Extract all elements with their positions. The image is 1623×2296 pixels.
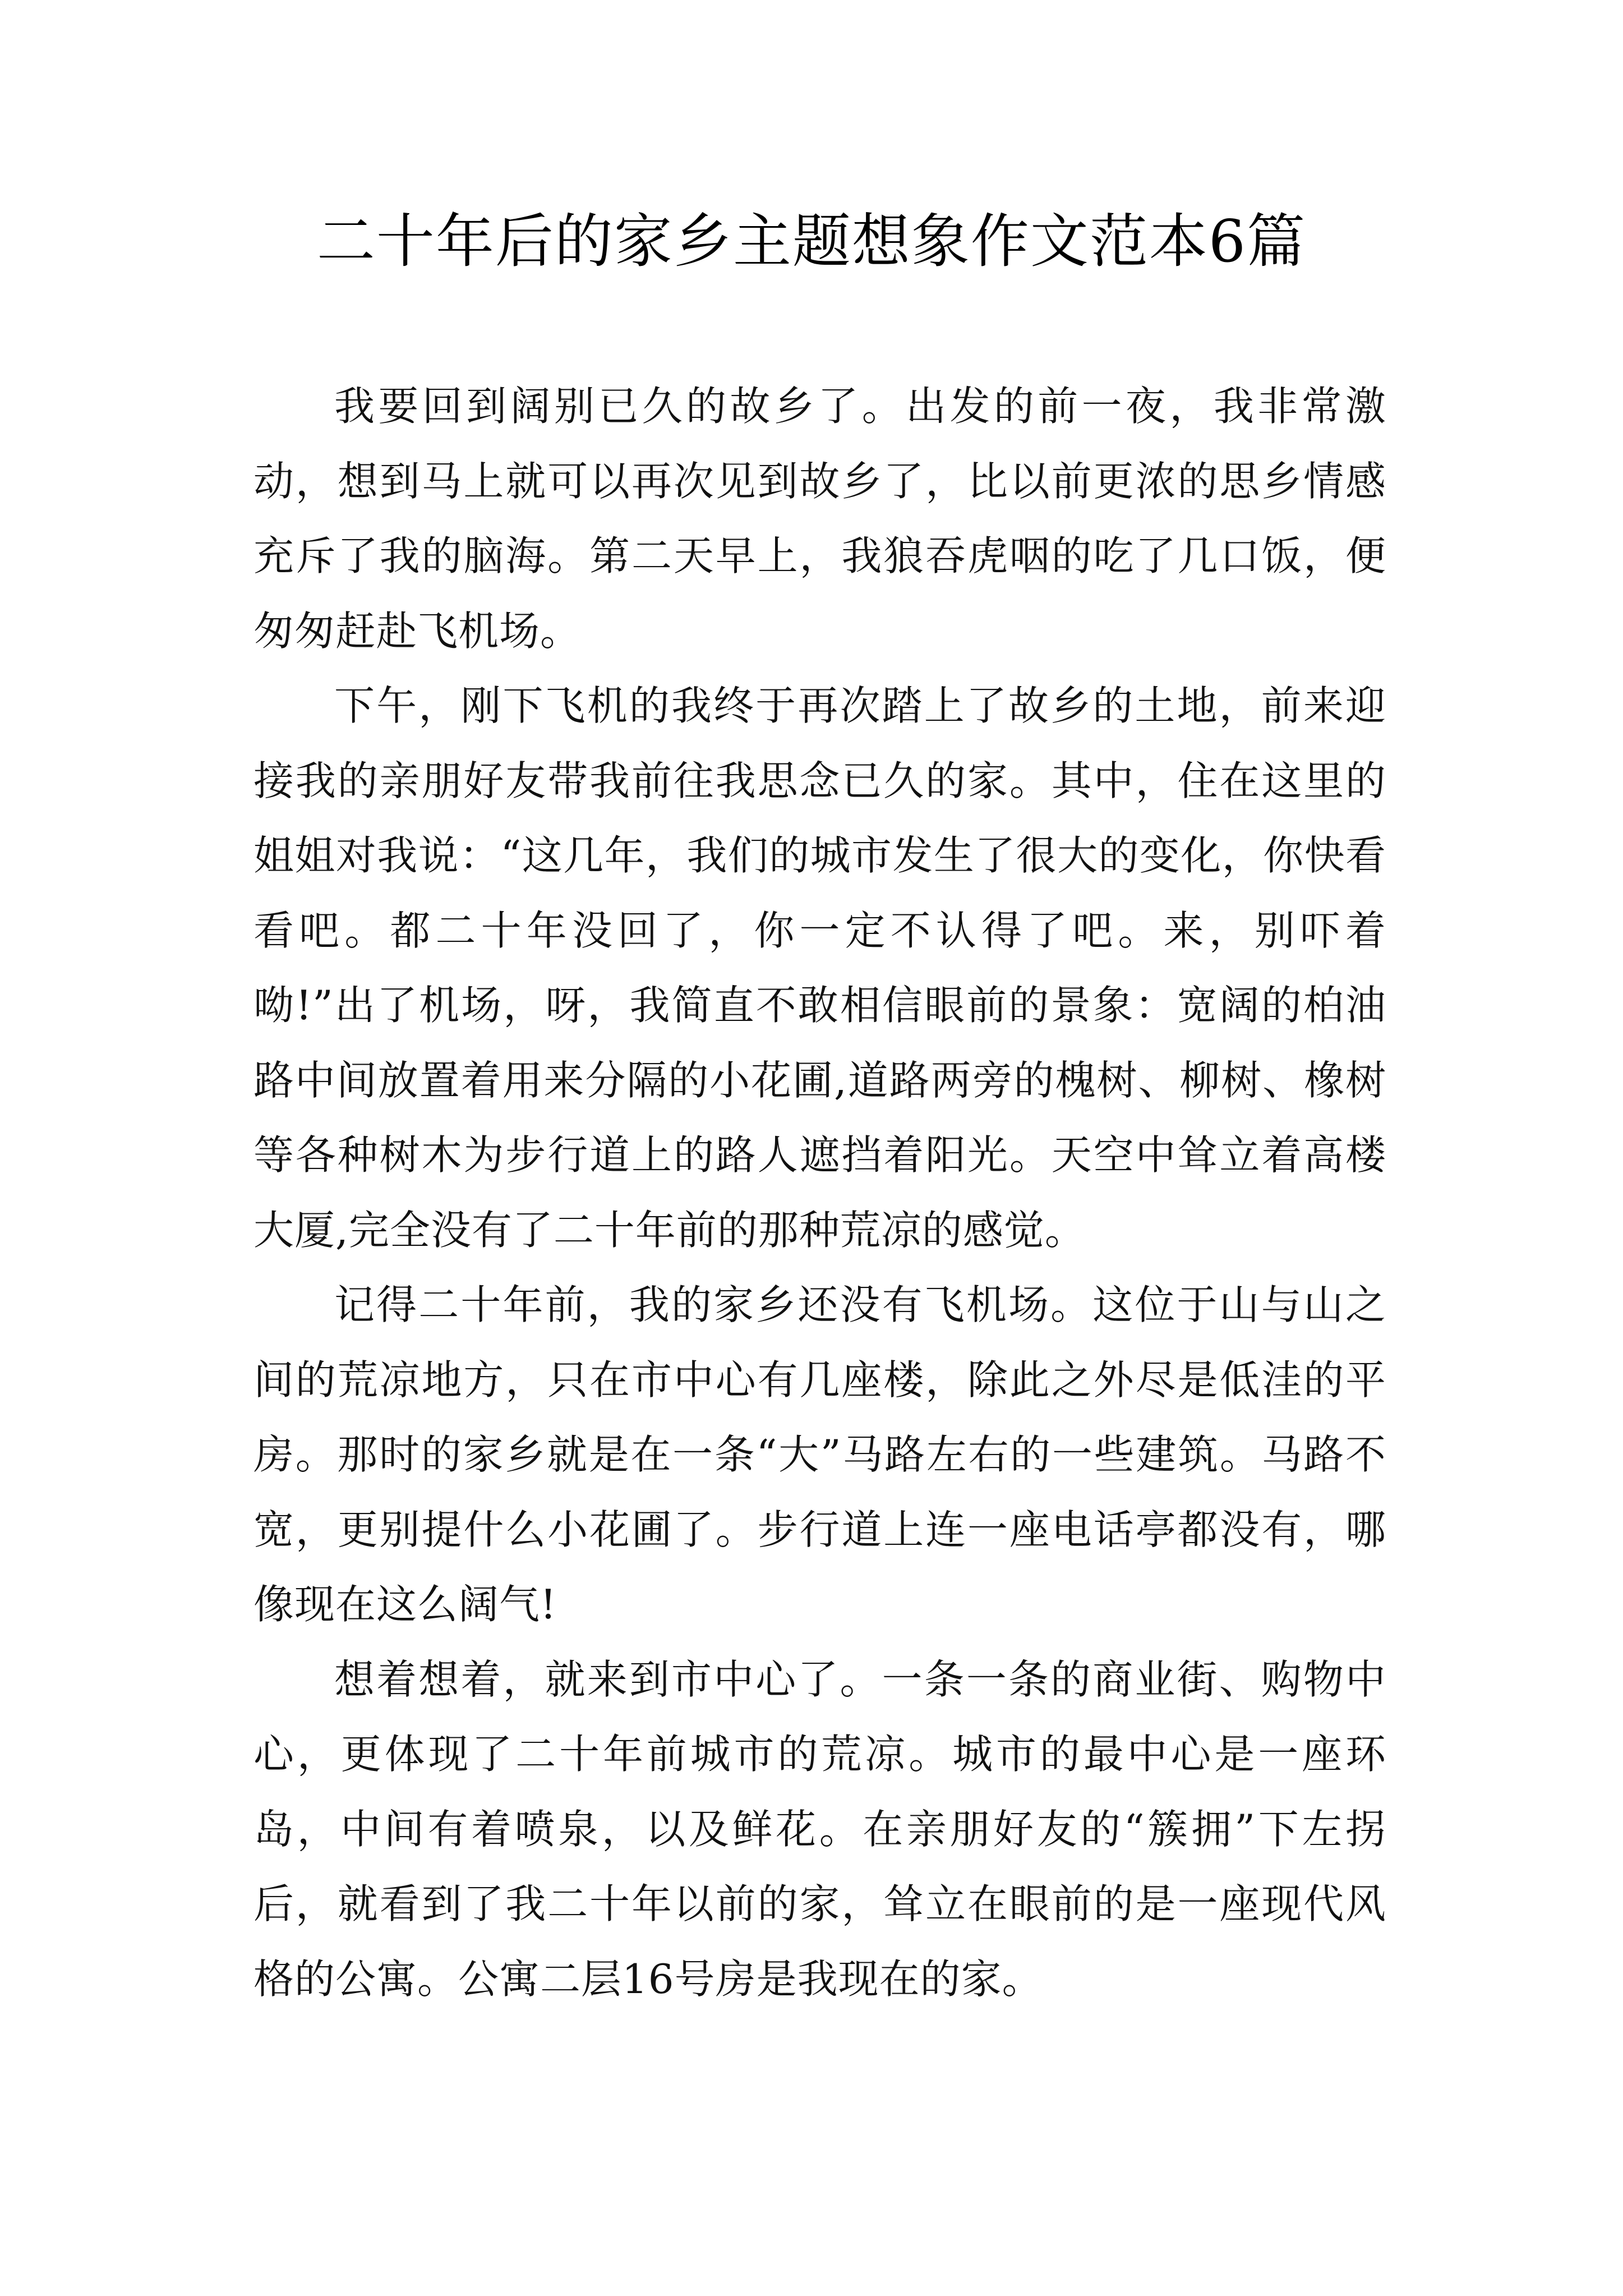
paragraph-2: 下午，刚下飞机的我终于再次踏上了故乡的土地，前来迎接我的亲朋好友带我前往我思念已久的家。其中，住在这里的姐姐对我说：“这几年，我们的城市发生了很大的变化，你快看看吧。都二十年没回了，你一定不认得了吧。来，别吓着呦!”出了机场，呀，我简直不敢相信眼前的景象：宽阔的柏油路中间放置着用来分隔的小花圃,道路两旁的槐树、柳树、橡树等各种树木为步行道上的路人遮挡着阳光。天空中耸立着高楼大厦,完全没有了二十年前的那种荒凉的感觉。 xyxy=(253,682,1386,1254)
paragraph-4: 想着想着，就来到市中心了。一条一条的商业街、购物中心，更体现了二十年前城市的荒凉。城市的最中心是一座环岛，中间有着喷泉，以及鲜花。在亲朋好友的“簇拥”下左拐后，就看到了我二十年以前的家，耸立在眼前的是一座现代风格的公寓。公寓二层16号房是我现在的家。 xyxy=(253,1655,1386,2003)
document-title: 二十年后的家乡主题想象作文范本6篇 xyxy=(316,207,1307,275)
paragraph-1: 我要回到阔别已久的故乡了。出发的前一夜，我非常激动，想到马上就可以再次见到故乡了，比以前更浓的思乡情感充斥了我的脑海。第二天早上，我狼吞虎咽的吃了几口饭，便匆匆赶赴飞机场。 xyxy=(253,383,1386,655)
document-body xyxy=(253,369,1386,2017)
paragraph-3: 记得二十年前，我的家乡还没有飞机场。这位于山与山之间的荒凉地方，只在市中心有几座楼，除此之外尽是低洼的平房。那时的家乡就是在一条“大”马路左右的一些建筑。马路不宽，更别提什么小花圃了。步行道上连一座电话亭都没有，哪像现在这么阔气! xyxy=(253,1281,1386,1628)
